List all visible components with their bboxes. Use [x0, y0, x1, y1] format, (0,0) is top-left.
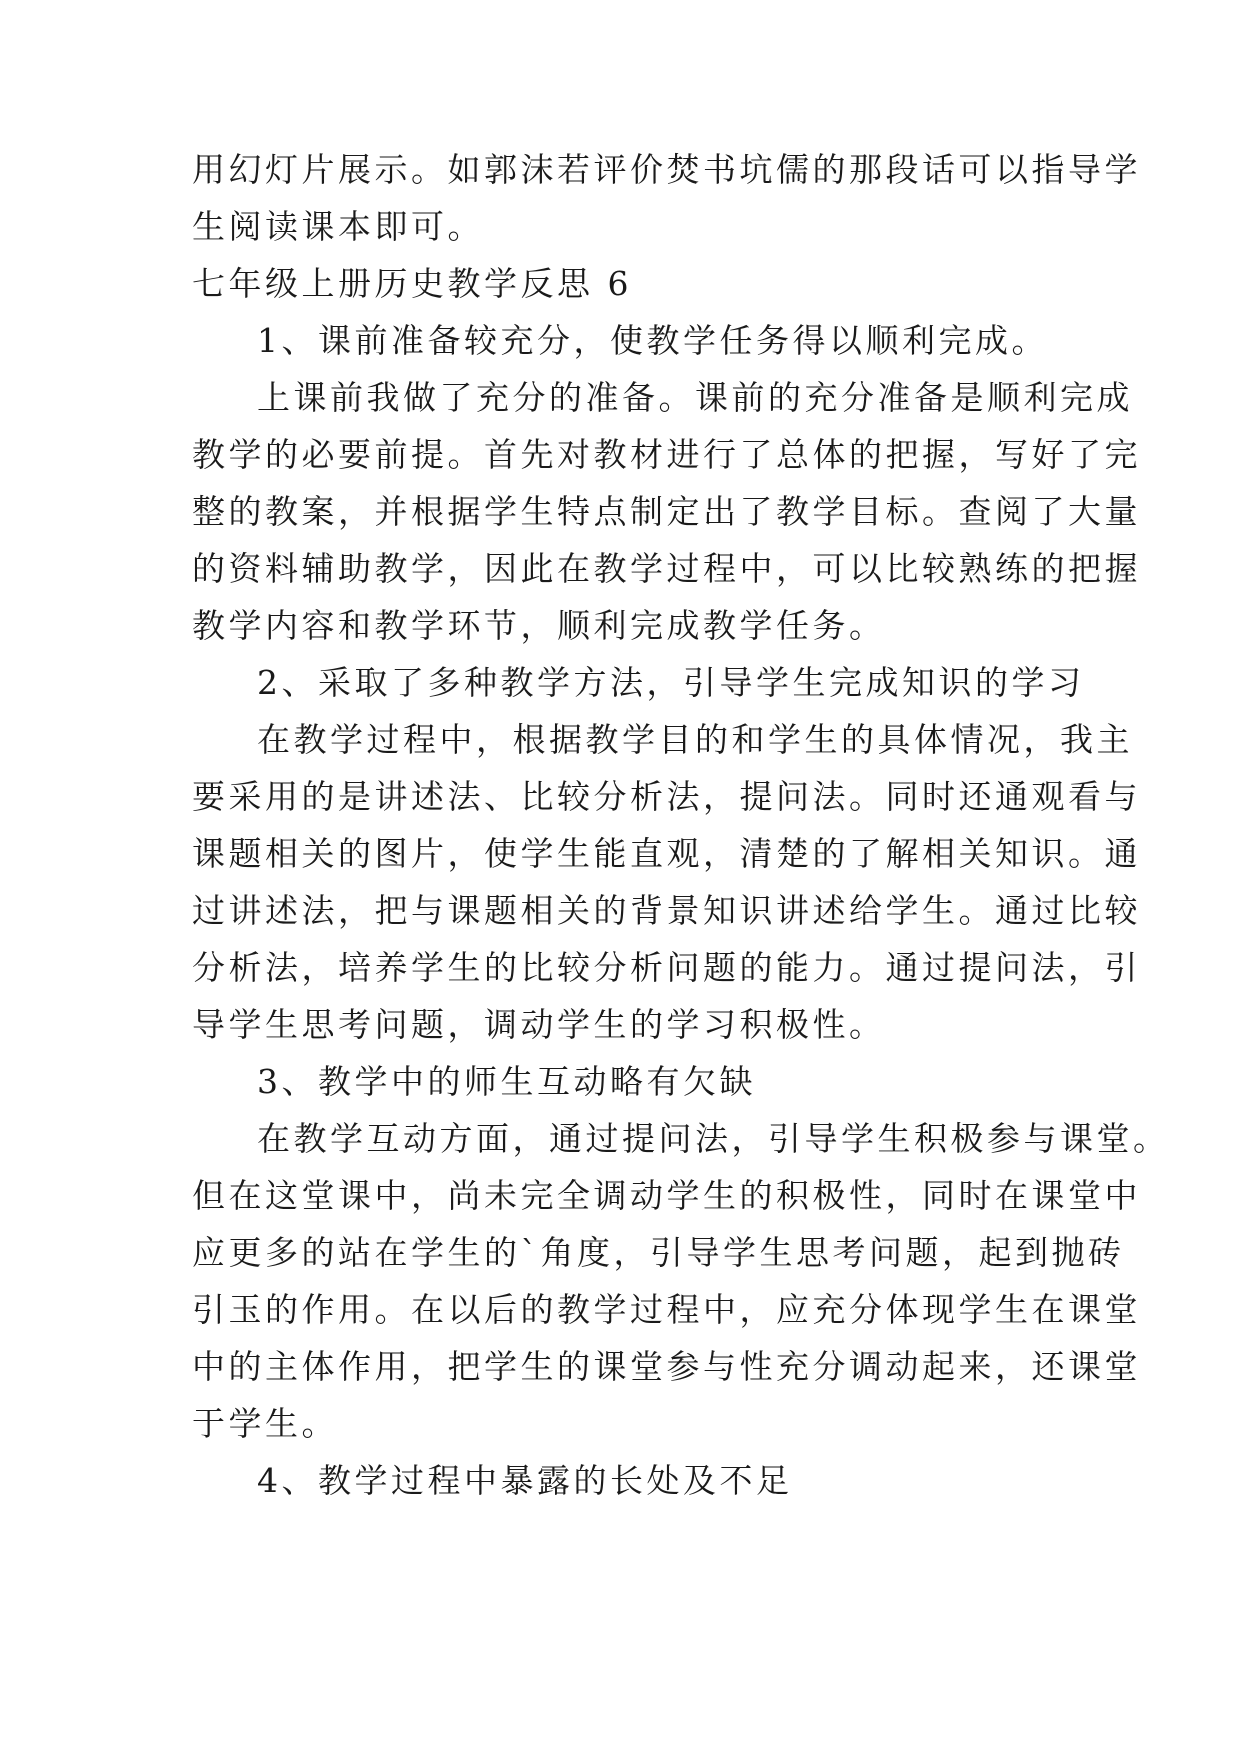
- body-line: 生阅读课本即可。: [192, 207, 484, 246]
- paragraph-line: 要采用的是讲述法、比较分析法，提问法。同时还通观看与: [192, 777, 1141, 816]
- paragraph-line: 中的主体作用，把学生的课堂参与性充分调动起来，还课堂: [192, 1347, 1141, 1386]
- paragraph-line: 的资料辅助教学，因此在教学过程中，可以比较熟练的把握: [192, 549, 1141, 588]
- paragraph-line: 引玉的作用。在以后的教学过程中，应充分体现学生在课堂: [192, 1290, 1141, 1329]
- paragraph-line: 在教学过程中，根据教学目的和学生的具体情况，我主: [257, 720, 1133, 759]
- body-line: 用幻灯片展示。如郭沫若评价焚书坑儒的那段话可以指导学: [192, 150, 1141, 189]
- paragraph-line: 应更多的站在学生的`角度，引导学生思考问题，起到抛砖: [192, 1233, 1125, 1272]
- paragraph-line: 但在这堂课中，尚未完全调动学生的积极性，同时在课堂中: [192, 1176, 1141, 1215]
- paragraph-line: 课题相关的图片，使学生能直观，清楚的了解相关知识。通: [192, 834, 1141, 873]
- subheading-1: 1、课前准备较充分，使教学任务得以顺利完成。: [257, 321, 1048, 360]
- paragraph-line: 教学的必要前提。首先对教材进行了总体的把握，写好了完: [192, 435, 1141, 474]
- paragraph-line: 导学生思考问题，调动学生的学习积极性。: [192, 1005, 886, 1044]
- paragraph-line: 分析法，培养学生的比较分析问题的能力。通过提问法，引: [192, 948, 1141, 987]
- paragraph-line: 于学生。: [192, 1404, 338, 1443]
- subheading-4: 4、教学过程中暴露的长处及不足: [257, 1461, 793, 1500]
- paragraph-line: 上课前我做了充分的准备。课前的充分准备是顺利完成: [257, 378, 1133, 417]
- paragraph-line: 教学内容和教学环节，顺利完成教学任务。: [192, 606, 886, 645]
- paragraph-line: 在教学互动方面，通过提问法，引导学生积极参与课堂。: [257, 1119, 1170, 1158]
- section-heading: 七年级上册历史教学反思 6: [192, 264, 632, 303]
- subheading-2: 2、采取了多种教学方法，引导学生完成知识的学习: [257, 663, 1085, 702]
- subheading-3: 3、教学中的师生互动略有欠缺: [257, 1062, 756, 1101]
- paragraph-line: 整的教案，并根据学生特点制定出了教学目标。查阅了大量: [192, 492, 1141, 531]
- paragraph-line: 过讲述法，把与课题相关的背景知识讲述给学生。通过比较: [192, 891, 1141, 930]
